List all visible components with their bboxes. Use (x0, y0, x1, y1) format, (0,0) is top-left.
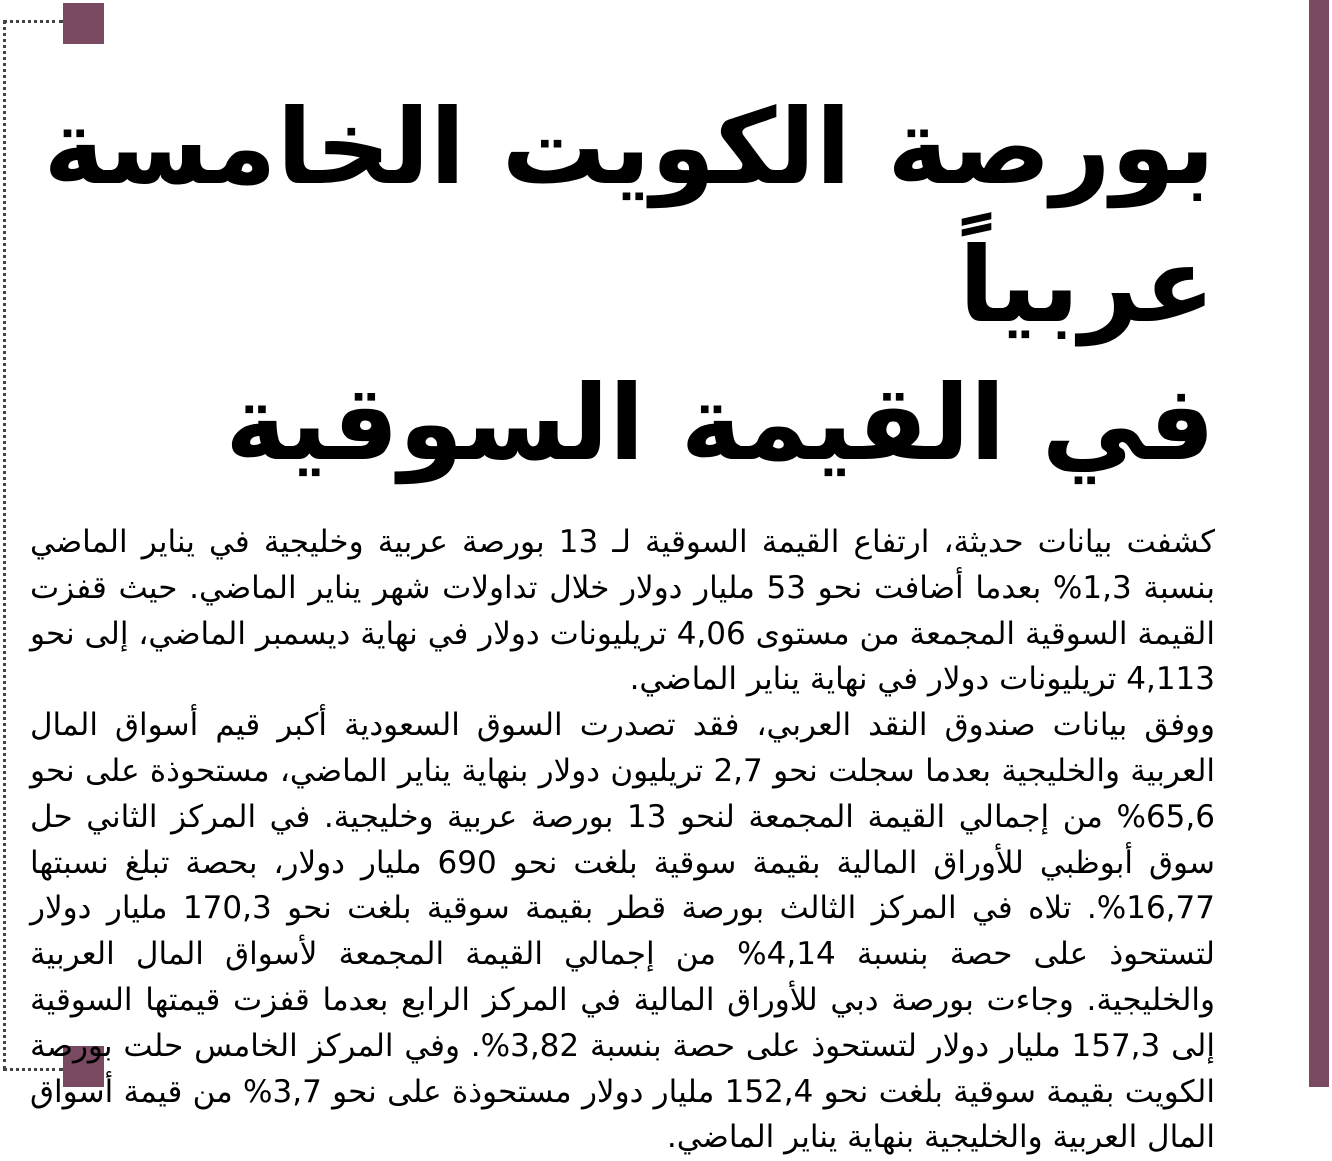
headline (30, 78, 1215, 492)
paragraph-1: كشفت بيانات حديثة، ارتفاع القيمة السوقية لـ 13 بورصة عربية وخليجية في يناير الماضي بنسبة 1,3% بعدما أضافت نحو 53 مليار دولار خلال تداولات شهر يناير الماضي. حيث قفزت القيمة السوقية المجمعة من مستوى 4,06 تريليونات دولار في نهاية ديسمبر الماضي، إلى نحو 4,113 تريليونات دولار في نهاية يناير الماضي. (30, 524, 1216, 698)
frame-dotted-top-line (3, 20, 63, 23)
headline-line-2: في القيمة السوقية (225, 362, 1215, 484)
article-body (30, 520, 1215, 1161)
decorative-square-top (63, 3, 104, 44)
headline-line-1: بورصة الكويت الخامسة عربياً (43, 86, 1215, 346)
paragraph-2: ووفق بيانات صندوق النقد العربي، فقد تصدرت السوق السعودية أكبر قيم أسواق المال العربية والخليجية بعدما سجلت نحو 2,7 تريليون دولار بنهاية يناير الماضي، مستحوذة على نحو 65,6% من إجمالي القيمة المجمعة لنحو 13 بورصة عربية وخليجية. في المركز الثاني حل سوق أبوظبي للأوراق المالية بقيمة سوقية بلغت نحو 690 مليار دولار، بحصة تبلغ نسبتها 16,77%. تلاه في المركز الثالث بورصة قطر بقيمة سوقية بلغت نحو 170,3 مليار دولار لتستحوذ على حصة بنسبة 4,14% من إجمالي القيمة المجمعة لأسواق المال العربية والخليجية. وجاءت بورصة دبي للأوراق المالية في المركز الرابع بعدما قفزت قيمتها السوقية إلى 157,3 مليار دولار لتستحوذ على حصة بنسبة 3,82%. وفي المركز الخامس حلت بورصة الكويت بقيمة سوقية بلغت نحو 152,4 مليار دولار مستحوذة على نحو 3,7% من قيمة أسواق المال العربية والخليجية بنهاية يناير الماضي. (30, 707, 1215, 1156)
accent-side-bar (1309, 0, 1329, 1087)
frame-dotted-left-line (3, 20, 6, 1070)
article (30, 78, 1215, 1161)
